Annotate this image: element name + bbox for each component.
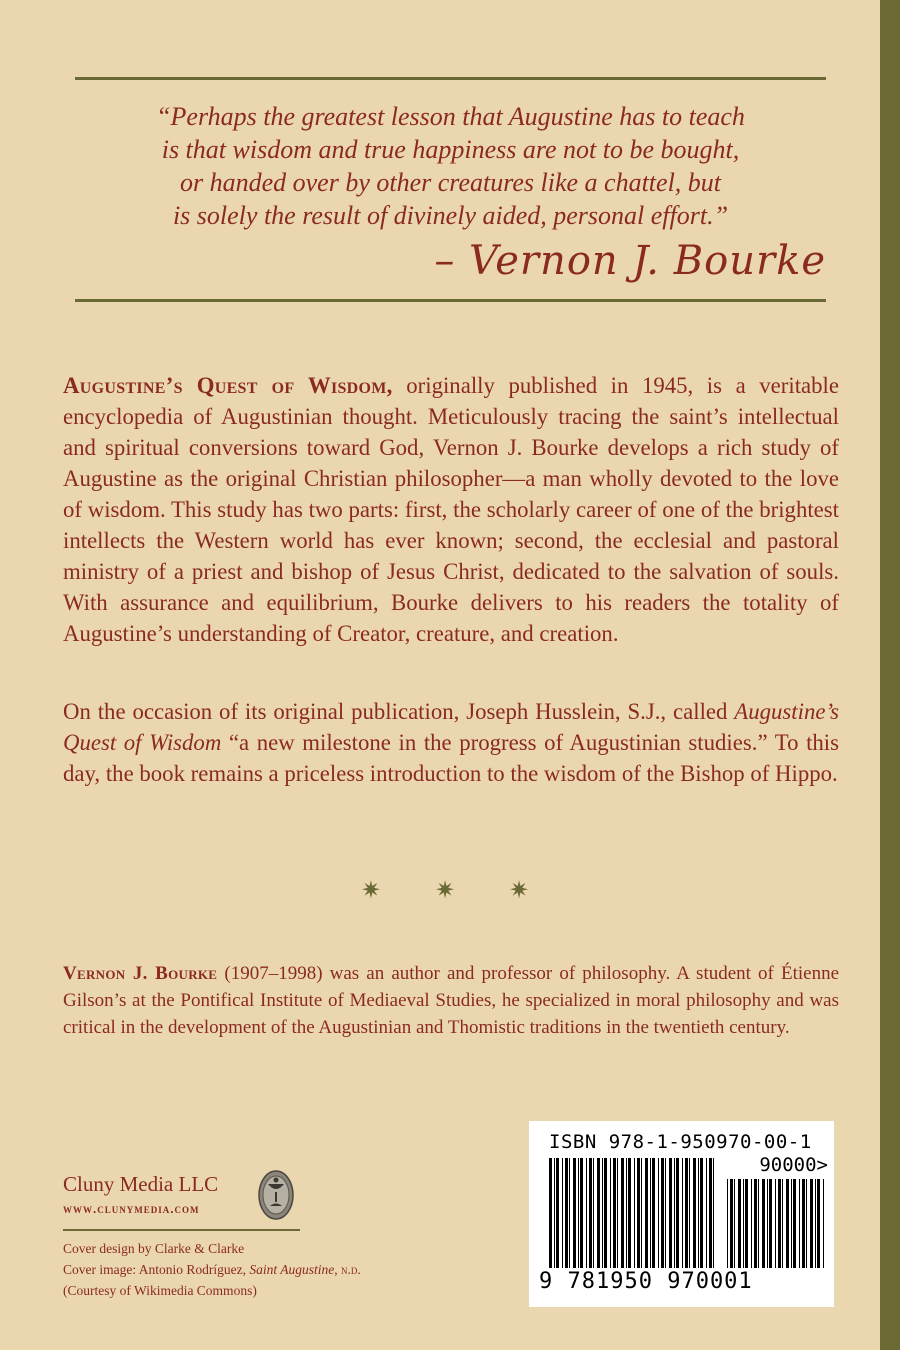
quote-line: is that wisdom and true happiness are not to be bought, xyxy=(161,135,740,164)
credit-image-lead: Cover image: Antonio Rodríguez, xyxy=(63,1262,250,1277)
barcode-bar xyxy=(565,1158,568,1268)
description-text: On the occasion of its original publication, Joseph Husslein, S.J., called xyxy=(63,699,735,724)
bio-text: (1907–1998) was an author and professor of philosophy. A student of Étienne Gilson’s at the Pontifical Institute of Mediaeval Studies, he specialized in moral philosophy and was critical in the development of the Augustinian and Thomistic traditions in the twentieth century. xyxy=(63,963,839,1038)
barcode-bar xyxy=(562,1158,563,1268)
cover-credits xyxy=(63,1238,361,1301)
barcode-bar xyxy=(782,1179,783,1268)
star-ornament-icon: ✷ xyxy=(360,878,381,904)
barcode-bar xyxy=(762,1179,765,1268)
ean-digits: 9 781950 970001 xyxy=(539,1269,753,1294)
barcode-bar xyxy=(730,1179,733,1268)
barcode-bar xyxy=(556,1158,559,1268)
quote-line: or handed over by other creatures like a chattel, but xyxy=(179,168,722,197)
barcode-bar xyxy=(727,1179,728,1268)
section-ornaments xyxy=(0,876,890,905)
barcode-bar xyxy=(767,1179,768,1268)
barcode-bar xyxy=(799,1179,800,1268)
barcode-bar xyxy=(778,1179,781,1268)
barcode-bar xyxy=(641,1158,642,1268)
barcode-bar xyxy=(754,1179,757,1268)
barcode-bar xyxy=(593,1158,594,1268)
credit-courtesy: (Courtesy of Wikimedia Commons) xyxy=(63,1283,257,1298)
barcode-bar xyxy=(586,1158,587,1268)
credit-design: Cover design by Clarke & Clarke xyxy=(63,1241,245,1256)
quote-top-rule xyxy=(75,77,826,80)
credit-image-date: , n.d. xyxy=(334,1262,361,1277)
barcode-bar xyxy=(645,1158,648,1268)
barcode-bar xyxy=(578,1158,579,1268)
barcode-bar xyxy=(751,1179,752,1268)
barcode-bar xyxy=(589,1158,592,1268)
chalice-seal-icon xyxy=(258,1170,294,1220)
description-paragraph-1 xyxy=(63,370,839,649)
barcode-bar xyxy=(682,1158,683,1268)
barcode-bar xyxy=(709,1158,712,1268)
star-ornament-icon: ✷ xyxy=(509,878,530,904)
barcode-bar xyxy=(652,1158,655,1268)
barcode-bar xyxy=(793,1179,796,1268)
barcode-bar xyxy=(745,1179,748,1268)
publisher-rule xyxy=(63,1229,300,1231)
barcode-bar xyxy=(689,1158,690,1268)
barcode-bar xyxy=(791,1179,792,1268)
description-text: “a new milestone in the progress of Augustinian studies.” To this day, the book remains a priceless introduction to the wisdom of the Bishop of Hippo. xyxy=(63,730,840,786)
spine-edge-band xyxy=(880,0,900,1350)
barcode-bar xyxy=(758,1179,759,1268)
description-paragraph-2 xyxy=(63,696,839,789)
barcode-bar xyxy=(769,1179,772,1268)
barcode-bar xyxy=(674,1158,675,1268)
barcode-bar xyxy=(569,1158,570,1268)
barcode-bar xyxy=(734,1179,735,1268)
description-text: originally published in 1945, is a veritable encyclopedia of Augustinian thought. Meticulously tracing the saint’s intellectual and spiritual conversions toward God, Vernon J. Bourke develops a rich study of Augustine as the original Christian philosopher—a man wholly devoted to the love of wisdom. This study has two parts: first, the scholarly career of one of the brightest intellects the Western world has ever known; second, the ecclesial and pastoral ministry of a priest and bishop of Jesus Christ, dedicated to the salvation of souls. With assurance and equilibrium, Bourke delivers to his readers the totality of Augustine’s understanding of Creator, creature, and creation. xyxy=(63,373,840,646)
barcode-bar xyxy=(549,1158,552,1268)
barcode-bar xyxy=(698,1158,699,1268)
publisher-website: www.clunymedia.com xyxy=(63,1201,200,1216)
barcode-bar xyxy=(621,1158,624,1268)
quote-bottom-rule xyxy=(75,299,826,302)
star-ornament-icon: ✷ xyxy=(434,878,456,904)
barcode-bar xyxy=(617,1158,618,1268)
book-title-italic: Augustine’s Quest of Wisdom xyxy=(63,699,839,755)
barcode-bar xyxy=(658,1158,659,1268)
barcode-bar xyxy=(597,1158,600,1268)
credit-image xyxy=(63,1259,361,1280)
barcode-bar xyxy=(806,1179,807,1268)
isbn-number: ISBN 978-1-950970-00-1 xyxy=(549,1131,812,1153)
barcode-bar xyxy=(613,1158,616,1268)
isbn-barcode xyxy=(529,1121,834,1307)
author-name: Vernon J. Bourke xyxy=(63,963,218,984)
barcode-bar xyxy=(626,1158,627,1268)
barcode-bar xyxy=(604,1158,607,1268)
barcode-bar xyxy=(676,1158,679,1268)
publisher-name: Cluny Media LLC xyxy=(63,1172,219,1196)
credit-image-title: Saint Augustine xyxy=(249,1262,335,1277)
barcode-bar xyxy=(738,1179,741,1268)
barcode-bar xyxy=(554,1158,555,1268)
pull-quote xyxy=(75,100,826,232)
quote-line: “Perhaps the greatest lesson that Augustine has to teach xyxy=(156,102,745,131)
barcode-bar xyxy=(669,1158,672,1268)
barcode-bar xyxy=(650,1158,651,1268)
barcode-bar xyxy=(817,1179,820,1268)
quote-attribution: – Vernon J. Bourke xyxy=(434,238,826,284)
barcode-bar xyxy=(743,1179,744,1268)
book-title: Augustine’s Quest of Wisdom, xyxy=(63,373,393,398)
barcode-bar xyxy=(573,1158,576,1268)
barcode-bar xyxy=(685,1158,688,1268)
barcode-bar xyxy=(786,1179,789,1268)
barcode-bar xyxy=(802,1179,805,1268)
barcode-bar xyxy=(815,1179,816,1268)
price-code: 90000> xyxy=(759,1154,828,1176)
barcode-bar xyxy=(706,1158,707,1268)
barcode-bar xyxy=(823,1179,824,1268)
barcode-bar xyxy=(637,1158,640,1268)
barcode-bar xyxy=(610,1158,611,1268)
barcode-bar xyxy=(693,1158,696,1268)
barcode-bar xyxy=(700,1158,703,1268)
barcode-bar xyxy=(665,1158,666,1268)
barcode-bar xyxy=(661,1158,664,1268)
barcode-bar xyxy=(775,1179,776,1268)
barcode-bar xyxy=(628,1158,631,1268)
author-bio xyxy=(63,960,839,1041)
barcode-bar xyxy=(810,1179,813,1268)
barcode-bar xyxy=(713,1158,714,1268)
barcode-bar xyxy=(634,1158,635,1268)
quote-line: is solely the result of divinely aided, personal effort.” xyxy=(172,201,729,230)
barcode-bar xyxy=(580,1158,583,1268)
barcode-bar xyxy=(602,1158,603,1268)
